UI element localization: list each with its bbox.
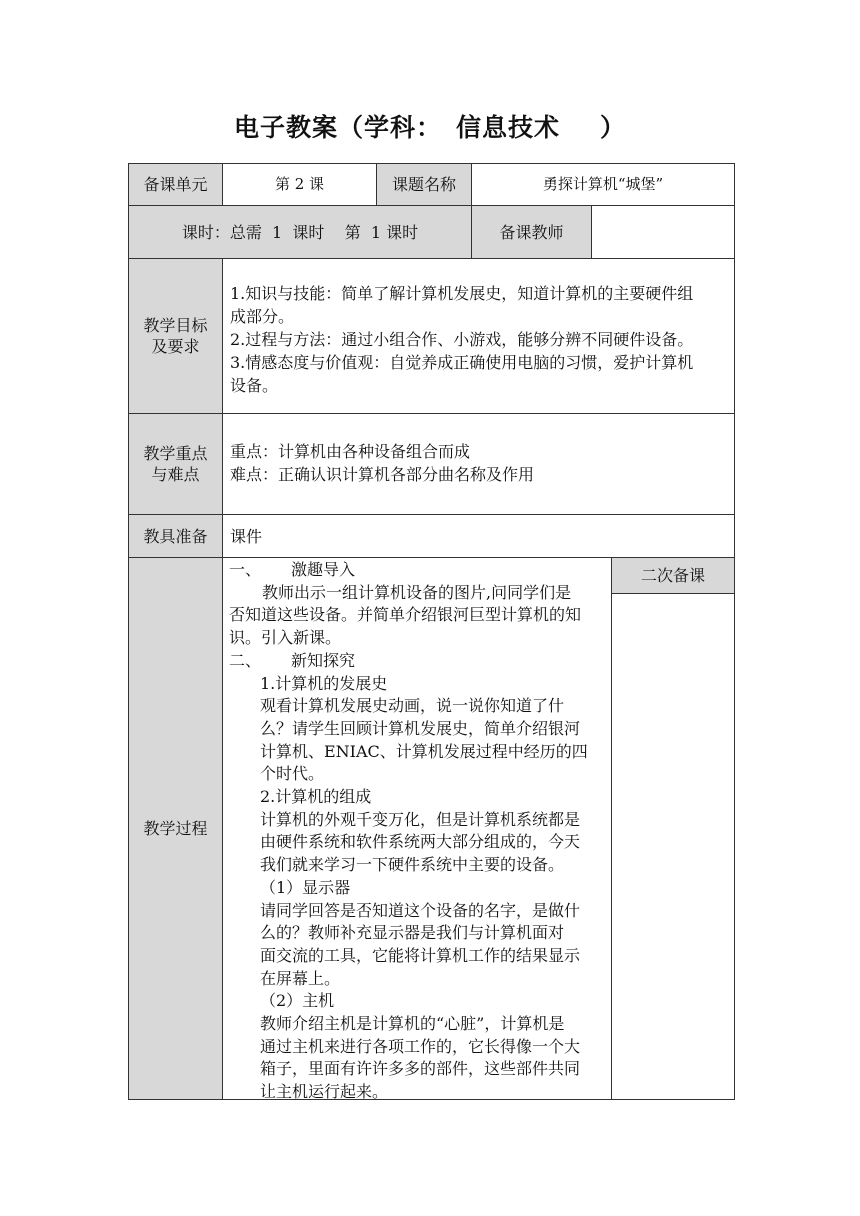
process-line: 教师介绍主机是计算机的“心脏”，计算机是 [260,1014,565,1034]
tools-value: 课件 [230,527,263,546]
goals-content [230,282,730,397]
secondary-prep-area[interactable] [612,594,734,1099]
process-line: 在屏幕上。 [260,968,341,988]
topic-value: 勇探计算机“城堡” [542,175,664,193]
unit-value: 第 2 课 [274,175,325,193]
secondary-prep-label: 二次备课 [640,566,705,585]
process-content [229,559,609,1104]
process-line: 我们就来学习一下硬件系统中主要的设备。 [260,855,565,875]
process-line: 面交流的工具，它能将计算机工作的结果显示 [260,945,581,965]
goals-label [129,259,222,413]
keypoints-label [129,414,222,514]
process-line: 识。引入新课。 [229,628,342,648]
process-line: 计算机的外观千变万化，但是计算机系统都是 [260,809,581,829]
section-number: 一、 [229,560,262,579]
title-prefix: 电子教案（学科： [233,113,442,142]
table-divider [222,258,223,1100]
process-line: 1.计算机的发展史 [260,673,388,693]
teacher-label: 备课教师 [499,222,564,242]
process-line: 请同学回答是否知道这个设备的名字，是做什 [260,900,581,920]
process-line: 个时代。 [260,764,325,784]
table-border-right [734,163,735,1100]
section-title: 新知探究 [291,650,356,670]
unit-label: 备课单元 [143,175,208,194]
section-number: 二、 [229,650,262,670]
section-heading [229,650,609,673]
process-line: 么的？教师补充显示器是我们与计算机面对 [260,923,565,943]
process-line: 2.计算机的组成 [260,787,372,807]
process-line: 教师出示一组计算机设备的图片,问同学们是 [262,582,572,602]
goals-label-line2: 及要求 [151,337,200,356]
process-line: 么？请学生回顾计算机发展史，简单介绍银河 [260,718,581,738]
keypoints-label-line1: 教学重点 [143,444,208,463]
process-line: 否知道这些设备。并简单介绍银河巨型计算机的知 [229,605,582,625]
goals-label-line1: 教学目标 [143,316,208,335]
process-line: 由硬件系统和软件系统两大部分组成的，今天 [260,832,581,852]
process-line: （2）主机 [260,991,335,1011]
title-subject: 信息技术 [455,113,560,142]
goals-line: 1.知识与技能：简单了解计算机发展史，知道计算机的主要硬件组 [230,284,694,303]
goals-line: 3.情感态度与价值观：自觉养成正确使用电脑的习惯，爱护计算机 [230,353,694,372]
process-line: 观看计算机发展史动画，说一说你知道了什 [260,696,565,716]
teacher-value[interactable] [592,206,734,258]
tools-label: 教具准备 [143,526,208,546]
topic-label: 课题名称 [391,175,456,194]
process-line: 计算机、ENIAC、计算机发展过程中经历的四 [260,741,588,761]
key-point: 重点：计算机由各种设备组合而成 [230,442,471,461]
goals-line: 成部分。 [230,307,295,326]
process-line: 箱子，里面有许许多多的部件，这些部件共同 [260,1059,581,1079]
process-line: （1）显示器 [260,877,351,897]
keypoints-label-line2: 与难点 [151,465,200,484]
goals-line: 2.过程与方法：通过小组合作、小游戏，能够分辨不同硬件设备。 [230,330,694,349]
process-line: 让主机运行起来。 [260,1082,389,1102]
goals-line: 设备。 [230,376,279,395]
keypoints-content [230,441,730,486]
difficulty-point: 难点：正确认识计算机各部分曲名称及作用 [230,464,535,484]
class-hours: 课时：总需 1 课时 第 1 课时 [181,222,419,242]
page-title [0,108,860,144]
process-label: 教学过程 [143,819,208,838]
section-title: 激趣导入 [291,560,356,579]
section-heading [229,559,609,582]
process-line: 通过主机来进行各项工作的，它长得像一个大 [260,1036,581,1056]
title-suffix: ） [600,113,627,142]
